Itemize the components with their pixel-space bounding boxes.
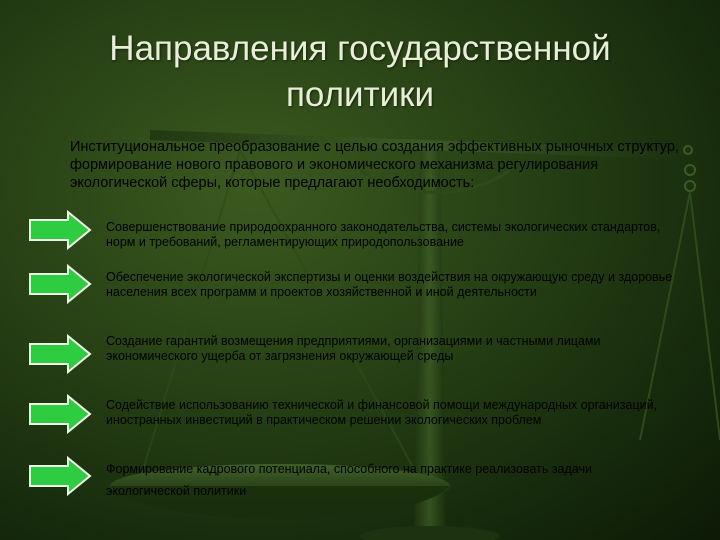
list-item-text: Обеспечение экологической экспертизы и оценки воздействия на окружающую среду и здоровье населения всех программ и проектов хозяйственной и иной деятельности xyxy=(106,270,673,299)
arrow-right-icon xyxy=(28,394,92,434)
arrow-right-icon xyxy=(28,210,92,250)
list-item-text: Содействие использованию технической и финансовой помощи международных организаций, иностранных инвестиций в практическом решении экологических проблем xyxy=(106,398,658,427)
list-item xyxy=(28,334,688,378)
list-item-text: Создание гарантий возмещения предприятиями, организациями и частными лицами экономического ущерба от загрязнения окружающей среды xyxy=(106,334,601,363)
list-item xyxy=(28,210,688,254)
list-item-text: Совершенствование природоохранного законодательства, системы экологических стандартов, норм и требований, регламентирующих природопользование xyxy=(106,220,661,249)
page-title: Направления государственной политики xyxy=(109,29,611,114)
arrow-right-icon xyxy=(28,334,92,374)
intro-paragraph: Институциональное преобразование с целью создания эффективных рыночных структур, формирование нового правового и экономического механизма регулирования экологической сферы, которые предлагают необходимость: xyxy=(70,139,679,191)
arrow-right-icon xyxy=(28,264,92,304)
list-item xyxy=(28,394,688,438)
arrow-right-icon xyxy=(28,456,92,496)
list-item xyxy=(28,456,688,500)
list-item xyxy=(28,264,688,308)
list-item-text: Формирование кадрового потенциала, способного на практике реализовать задачи экологической политики xyxy=(106,462,592,498)
